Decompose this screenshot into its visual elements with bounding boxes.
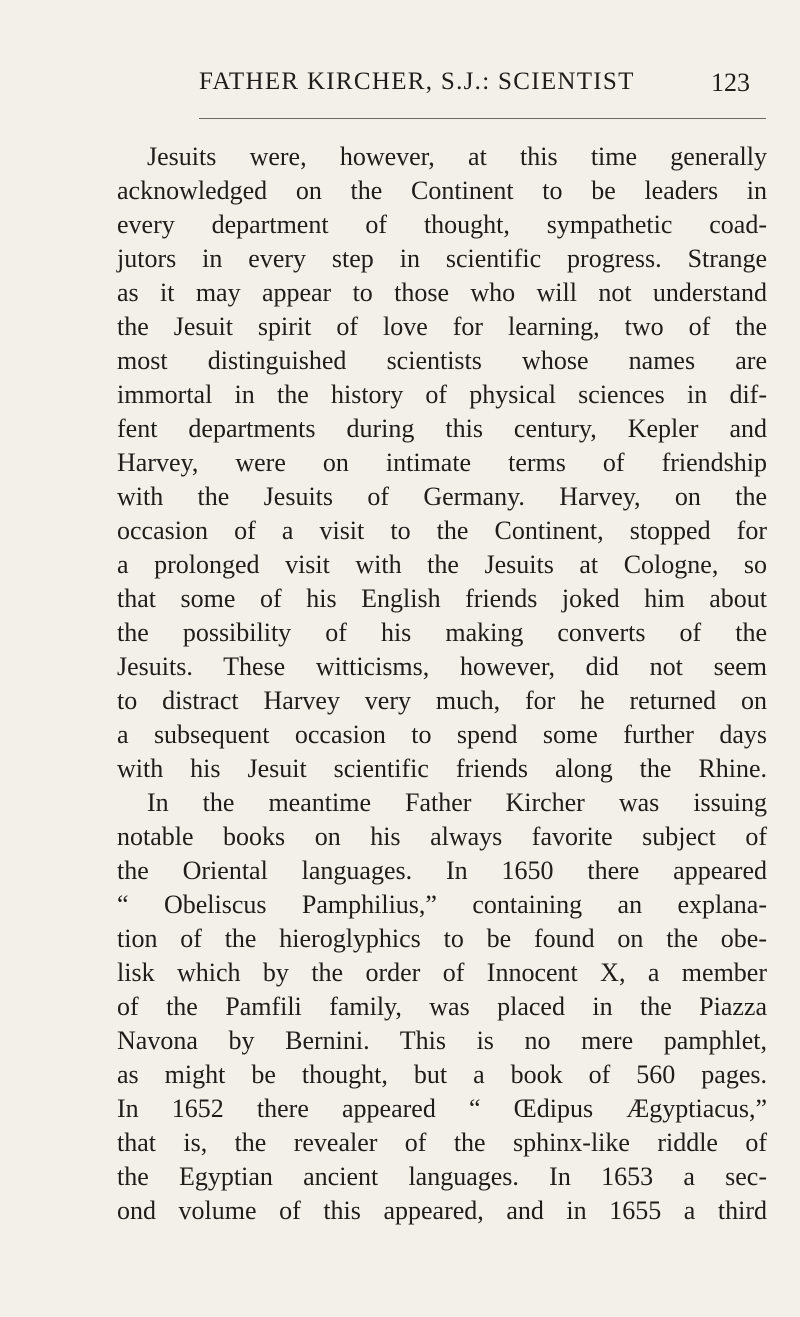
page-header [0,0,800,120]
text-line: Navona by Bernini. This is no mere pamphlet, [117,1026,767,1055]
text-line: lisk which by the order of Innocent X, a member [117,958,767,987]
text-line: jutors in every step in scientific progress. Strange [117,244,767,273]
text-line: tion of the hieroglyphics to be found on the obe- [117,924,767,953]
text-line: In the meantime Father Kircher was issuing [147,788,767,817]
text-line: most distinguished scientists whose names are [117,346,767,375]
text-line: In 1652 there appeared “ Œdipus Ægyptiacus,” [117,1094,767,1123]
text-line: that is, the revealer of the sphinx-like riddle of [117,1128,767,1157]
text-line: the Egyptian ancient languages. In 1653 a sec- [117,1162,767,1191]
text-line: notable books on his always favorite subject of [117,822,767,851]
text-line: the possibility of his making converts of the [117,618,767,647]
text-line: with his Jesuit scientific friends along the Rhine. [117,754,767,783]
text-line: the Jesuit spirit of love for learning, two of the [117,312,767,341]
text-line: acknowledged on the Continent to be leaders in [117,176,767,205]
text-line: ond volume of this appeared, and in 1655 a third [117,1196,767,1225]
text-line: every department of thought, sympathetic coad- [117,210,767,239]
text-line: to distract Harvey very much, for he returned on [117,686,767,715]
text-line: Jesuits. These witticisms, however, did not seem [117,652,767,681]
text-line: Harvey, were on intimate terms of friendship [117,448,767,477]
text-line: a prolonged visit with the Jesuits at Cologne, so [117,550,767,579]
text-line: of the Pamfili family, was placed in the Piazza [117,992,767,1021]
running-head-title: FATHER KIRCHER, S.J.: SCIENTIST [199,68,635,95]
text-line: as it may appear to those who will not understand [117,278,767,307]
body-text [117,140,767,1228]
text-line: fent departments during this century, Kepler and [117,414,767,443]
page-number: 123 [711,68,750,97]
text-line: that some of his English friends joked him about [117,584,767,613]
text-line: immortal in the history of physical sciences in dif- [117,380,767,409]
header-rule [199,118,766,119]
text-line: Jesuits were, however, at this time generally [147,142,767,171]
text-line: a subsequent occasion to spend some further days [117,720,767,749]
text-line: “ Obeliscus Pamphilius,” containing an explana- [117,890,767,919]
text-line: occasion of a visit to the Continent, stopped for [117,516,767,545]
text-line: as might be thought, but a book of 560 pages. [117,1060,767,1089]
text-line: the Oriental languages. In 1650 there appeared [117,856,767,885]
text-line: with the Jesuits of Germany. Harvey, on the [117,482,767,511]
